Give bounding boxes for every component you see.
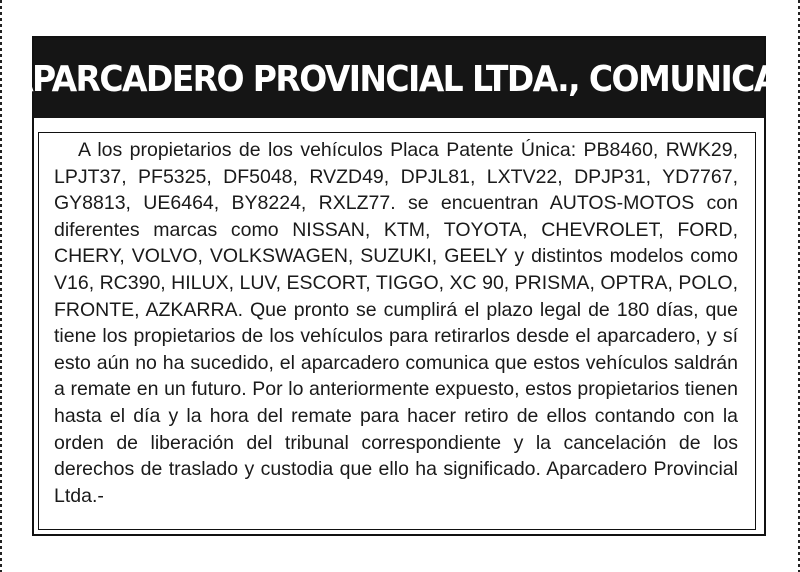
- notice-body-box: [38, 132, 756, 530]
- notice-box: [8, 36, 790, 536]
- notice-body-text: A los propietarios de los vehículos Placa Patente Única: PB8460, RWK29, LPJT37, PF5325, DF5048, RVZD49, DPJL81, LXTV22, DPJP31, YD7767, GY8813, UE6464, BY8224, RXLZ77. se encuentran AUTOS-MOTOS con diferentes marcas como NISSAN, KTM, TOYOTA, CHEVROLET, FORD, CHERY, VOLVO, VOLKSWAGEN, SUZUKI, GEELY y distintos modelos como V16, RC390, HILUX, LUV, ESCORT, TIGGO, XC 90, PRISMA, OPTRA, POLO, FRONTE, AZKARRA. Que pronto se cumplirá el plazo legal de 180 días, que tiene los propietarios de los vehículos para retirarlos desde el aparcadero, y sí esto aún no ha sucedido, el aparcadero comunica que estos vehículos saldrán a remate en un futuro. Por lo anteriormente expuesto, estos propietarios tienen hasta el día y la hora del remate para hacer retiro de ellos contando con la orden de liberación del tribunal correspondiente y la cancelación de los derechos de traslado y custodia que ello ha significado. Aparcadero Provincial Ltda.-: [54, 139, 738, 507]
- notice-title: APARCADERO PROVINCIAL LTDA., COMUNICA:: [8, 56, 790, 100]
- title-banner: [8, 38, 790, 118]
- page-edge-left: [0, 0, 2, 572]
